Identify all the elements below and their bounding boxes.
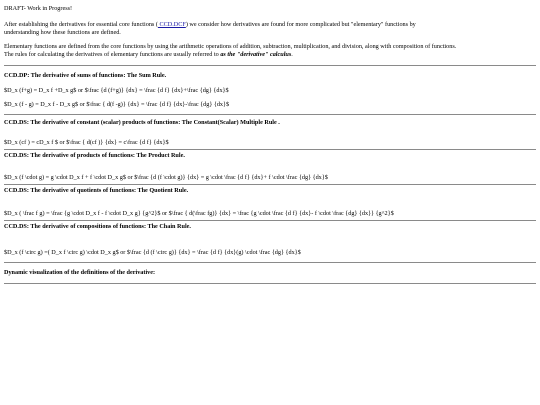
derivative-calculus-text	[4, 51, 524, 59]
divider	[4, 220, 536, 221]
divider	[4, 114, 536, 115]
intro-text-before: After establishing the derivatives for essential core functions (	[4, 20, 158, 28]
calculus-text-before: The rules for calculating the derivatives of elementary functions are usually referred to	[4, 51, 221, 58]
section-title-sum-rule: CCD.DP: The derivative of sums of functions: The Sum Rule.	[4, 71, 167, 79]
intro-text-after: ) we consider how derivatives are found for more complicated but "elementary" functions by understanding how these functions are defined.	[4, 20, 416, 36]
formula-constant-multiple: $D_x (cf ) = cD_x f $ or $\frac { d(cf )} {dx} = c\frac {d f} {dx}$	[4, 138, 169, 146]
divider	[4, 283, 536, 284]
elementary-paragraph	[4, 43, 524, 59]
section-title-chain-rule: CCD.DS: The derivative of compositions of functions: The Chain Rule.	[4, 222, 191, 230]
ccd-dcf-link[interactable]: CCD.DCF	[157, 20, 186, 28]
divider	[4, 65, 536, 66]
formula-chain: $D_x (f \circ g) =( D_x f \circ g) \cdot D_x g$ or $\frac {d (f \circ g)} {dx} = \frac {d f} {dx}(g) \cdot \frac {dg} {dx}$	[4, 249, 301, 257]
calculus-emphasis: as the "derivative" calculus	[220, 51, 292, 58]
divider	[4, 262, 536, 263]
elementary-definition: Elementary functions are defined from the core functions by using the arithmetic operations of addition, subtraction, multiplication, and division, along with composition of functions.	[4, 43, 457, 51]
section-title-constant-multiple-rule: CCD.DS: The derivative of constant (scalar) products of functions: The Constant(Scalar) Multiple Rule .	[4, 119, 280, 126]
section-title-dynamic-visualization: Dynamic visualization of the definitions of the derivative:	[4, 269, 156, 276]
divider	[4, 184, 536, 185]
section-title-quotient-rule: CCD.DS: The derivative of quotients of functions: The Quotient Rule.	[4, 187, 189, 194]
formula-quotient: $D_x ( \frac f g) = \frac {g \cdot D_x f - f \cdot D_x g} {g^2}$ or $\frac { d(\frac fg)} {dx} = \frac {g \cdot \frac {d f} {dx}- f \cdot \frac {dg} {dx}} {g^2}$	[4, 209, 394, 217]
divider	[4, 149, 536, 150]
formula-sum: $D_x (f+g) = D_x f +D_x g$ or $\frac {d (f+g)} {dx} = \frac {d f} {dx}+\frac {dg} {dx}$	[4, 86, 229, 94]
section-title-product-rule: CCD.DS: The derivative of products of functions: The Product Rule.	[4, 151, 185, 159]
formula-difference: $D_x (f - g) = D_x f - D_x g$ or $\frac { d(f -g)} {dx} = \frac {d f} {dx}-\frac {dg} {dx}$	[4, 101, 230, 109]
draft-notice: DRAFT- Work in Progress!	[4, 5, 73, 12]
intro-paragraph	[4, 21, 424, 37]
formula-product: $D_x (f \cdot g) = g \cdot D_x f + f \cdot D_x g$ or $\frac {d (f \cdot g)} {dx} = g \cdot \frac {d f} {dx}+ f \cdot \frac {dg} {dx}$	[4, 174, 328, 182]
calculus-text-after: .	[291, 51, 293, 58]
